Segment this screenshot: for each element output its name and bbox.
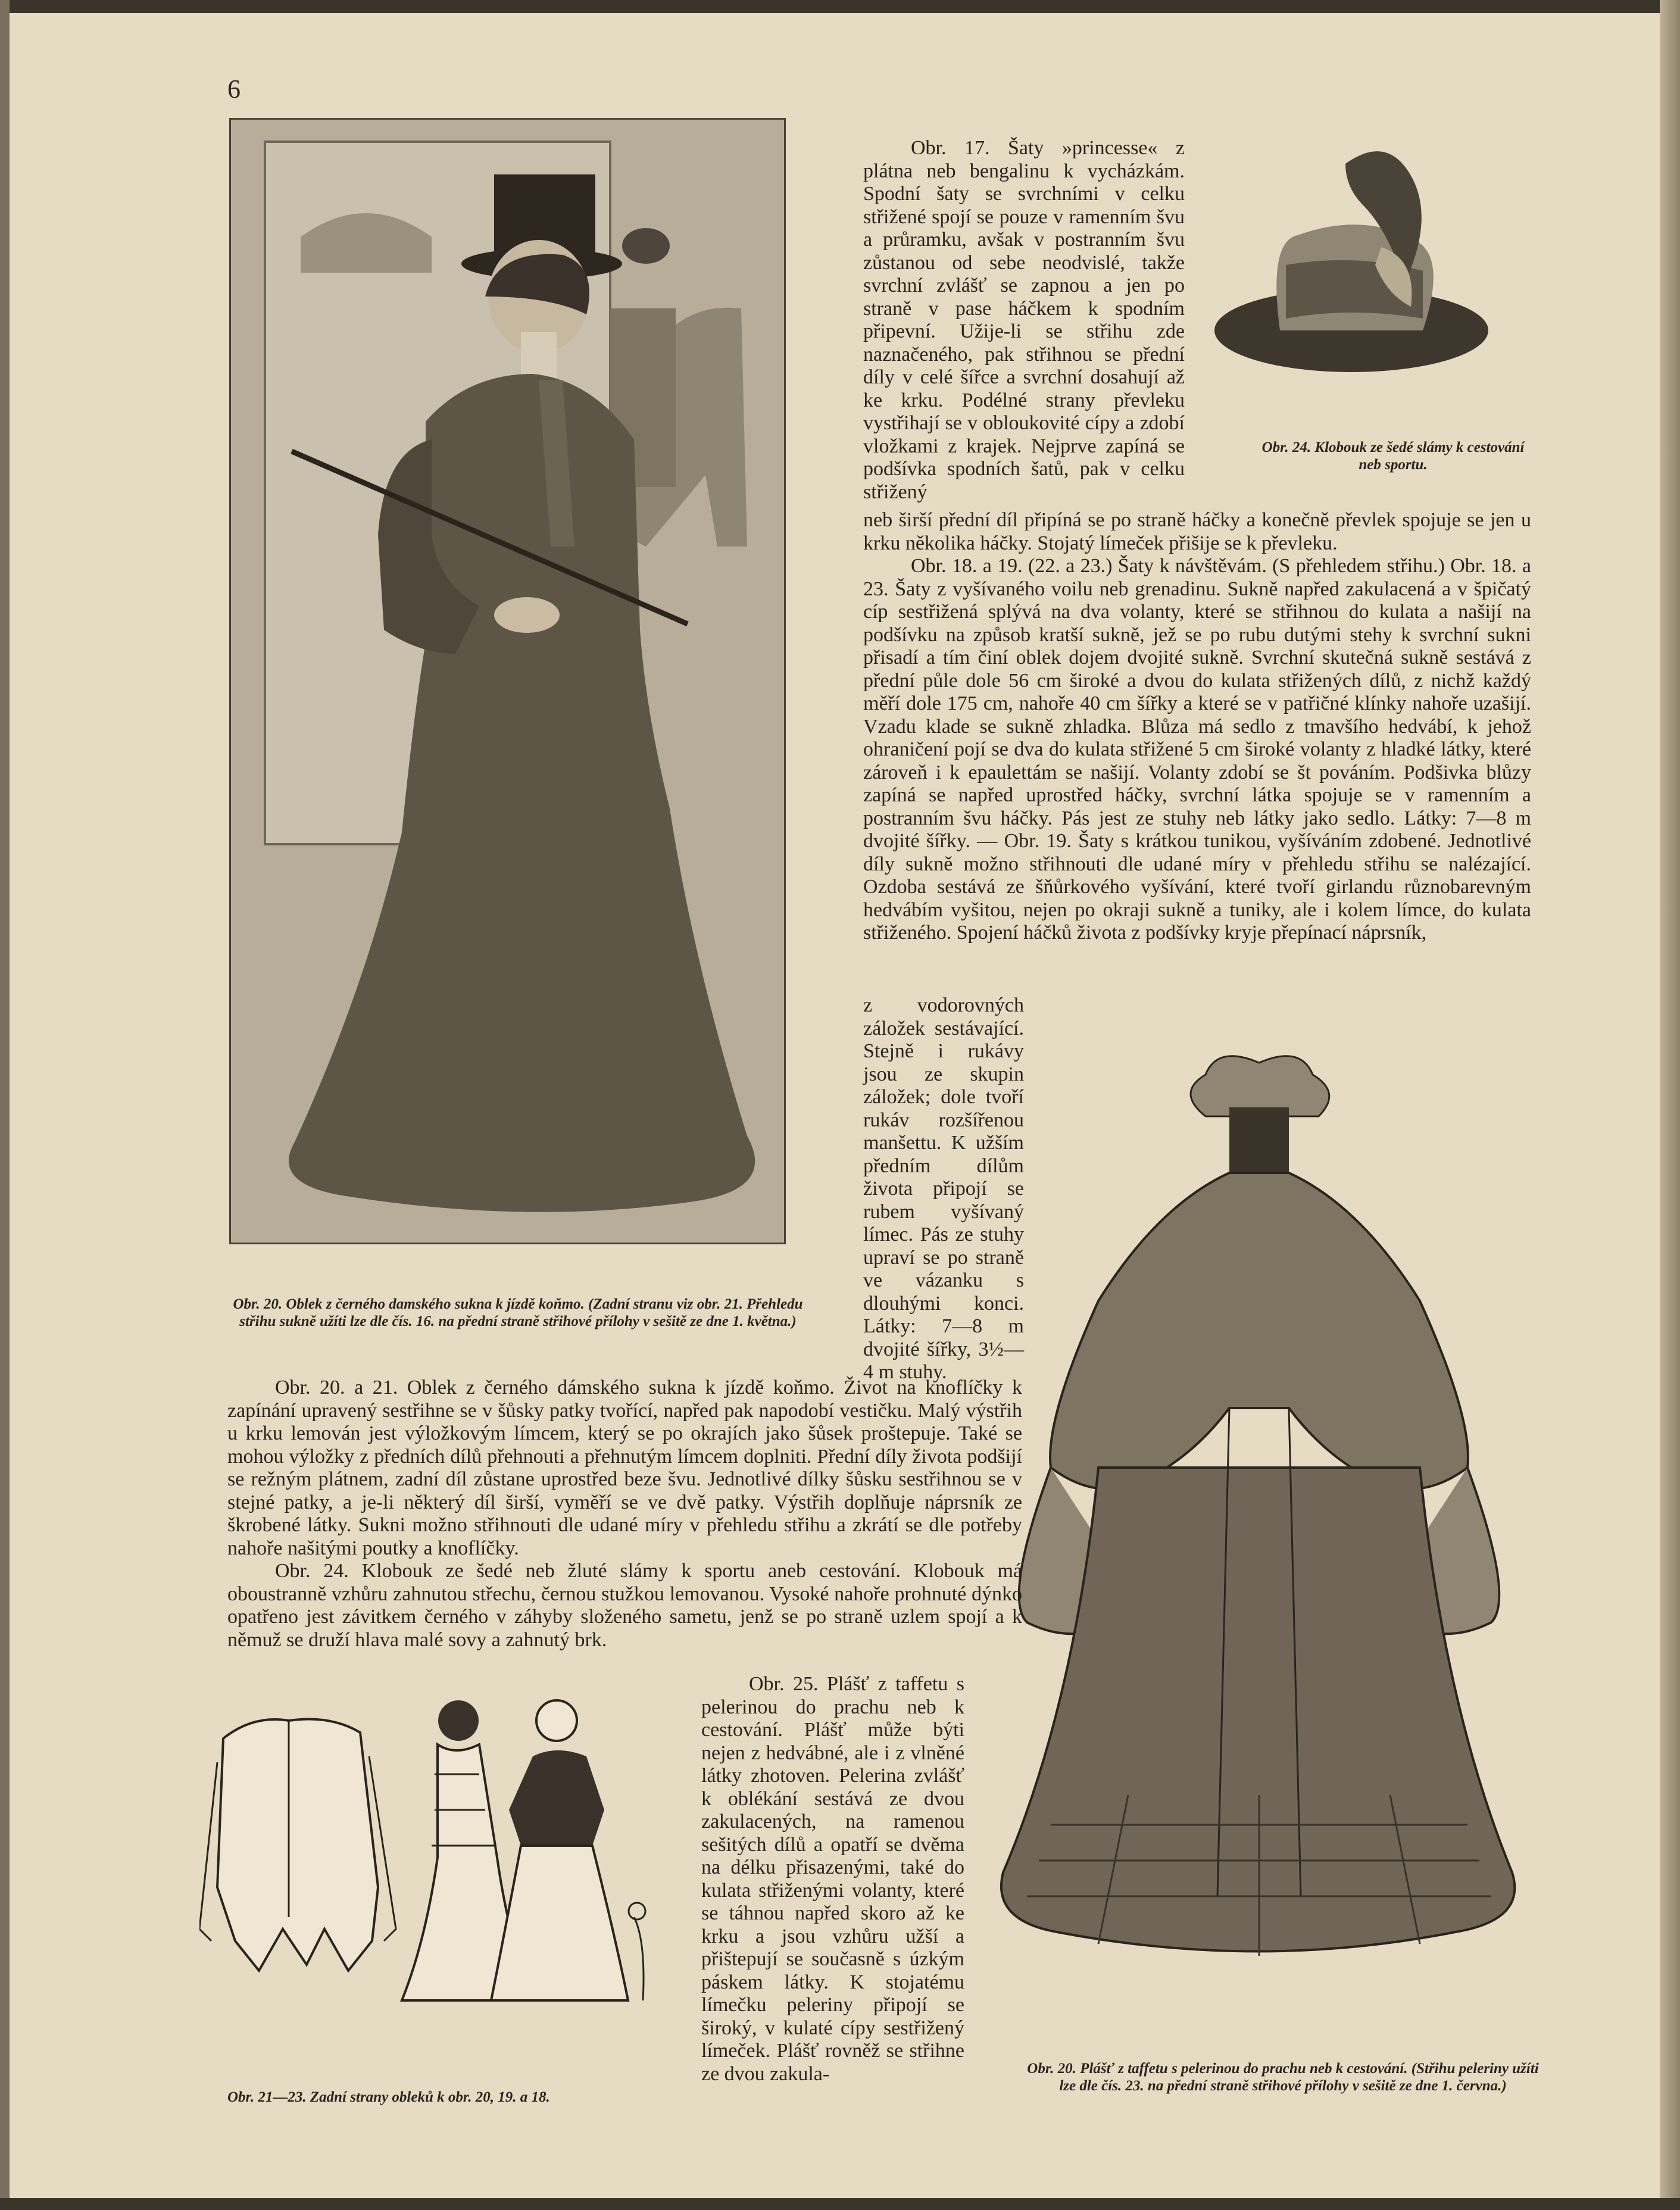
text-fig20-21-24: Obr. 20. a 21. Oblek z černého dámského sukna k jízdě koňmo. Život na knoflíčky k zapínání upravený sestřihne se v šůsky patky tvořící, napřed pak napodobí vestičku. Malý výstřih u krku lemován jest výložkovým límcem, který se po okrajích jako šůsek proštepuje. Také se mohou výložky z předních dílů přehnouti a přehnutým límcem doplniti. Přední díly života podšijí se režným plátnem, zadní díl zůstane uprostřed beze švu. Jednotlivé dílky šůsku sestřihnou se v stejné patky, a je-li některý díl širší, vyměří se ve dvě patky. Výstřih doplňuje náprsník ze škrobené látky. Sukni možno střihnouti dle udané míry v přehledu střihu a zkrátí se dle potřeby nahoře našitými poutky a knoflíčky. Obr. 24. Klobouk ze šedé neb žluté slámy k sportu aneb cestování. Klobouk má oboustranně vzhůru zahnutou střechu, černou stužkou lemovanou. Vysoké nahoře prohnuté dýnko opatřeno jest závitkem černého v záhyby složeného sametu, jenž se po straně uzlem spojí a k němuž se druží hlava malé sovy a zahnutý brk. (227, 1376, 1022, 1651)
text-fig17-18-19-wide: neb širší přední díl připíná se po straně háčky a konečně převlek spojuje se jen u krku několika háčky. Stojatý límeček přišije se k převleku. Obr. 18. a 19. (22. a 23.) Šaty k návštěvám. (S přehledem střihu.) Obr. 18. a 23. Šaty z vyšívaného voilu neb grenadinu. Sukně napřed zakulacená a v špičatý cíp sestřižená splývá na dva volanty, které se střihnou do kulata a našijí na podšívku na způsob kratší sukně, jež se po rubu dutými stehy k svrchní sukni přisadí a tím činí oblek dojem dvojité sukně. Svrchní skutečná sukně sestává z přední půle dole 56 cm široké a dvou do kulata střižených dílů, z nichž každý měří dole 175 cm, nahoře 40 cm šířky a které se v patřičné klínky nahoře uzašijí. Vzadu klade se sukně zhladka. Blůza má sedlo z tmavšího hedvábí, k jehož ohraničení pojí se dva do kulata střižené 5 cm široké volanty z hladké látky, které zároveň i k epaulettám se našijí. Volanty zdobí se št pováním. Podšivka blůzy zapíná se napřed uprostřed háčky, svrchní látka spojuje se v ramenním a postranním švu háčky. Pás jest ze stuhy neb látky jako sedlo. Látky: 7—8 m dvojité šířky. — Obr. 19. Šaty s krátkou tunikou, vyšíváním zdobené. Jednotlivé díly sukně možno střihnouti dle udané míry v přehledu střihu se nalézající. Ozdoba sestává ze šňůrkového vyšívání, které tvoří girlandu různobarevným hedvábím vyšitou, nejen po okraji sukně a tuniky, ale i kolem límce, do kulata střiženého. Spojení háčků života z podšívky kryje přepínací náprsník, (863, 509, 1531, 944)
fig24-hat-illustration (1209, 140, 1497, 381)
scan-edge-right (1660, 0, 1680, 2210)
scan-edge-top (0, 0, 1680, 13)
fig25-coat-illustration (979, 1051, 1536, 1971)
text-fig19-narrow-column: z vodorovných záložek sestávající. Stejně i rukávy jsou ze skupin záložek; dole tvoří rukáv rozšířenou manšettu. K užším předním dílům života připojí se rubem vyšívaný límec. Pás ze stuhy upraví se po straně ve vázanku s dlouhými konci. Látky: 7—8 m dvojité šířky, 3½—4 m stuhy. (863, 994, 1024, 1383)
fig24-caption: Obr. 24. Klobouk ze šedé slámy k cestování neb sportu. (1261, 439, 1525, 473)
fig20-caption: Obr. 20. Oblek z černého damského sukna k jízdě koňmo. (Zadní stranu viz obr. 21. Přehledu střihu sukně užíti lze dle čís. 16. na přední straně střihové přílohy v sešitě ze dne 1. května.) (233, 1296, 803, 1329)
text-fig25: Obr. 25. Plášť z taffetu s pelerinou do prachu neb k cestování. Plášť může býti nejen z hedvábné, ale i z vlněné látky zhotoven. Pelerina zvlášť k oblékání sestává ze dvou zakulacených, na ramenou sešitých dílů a opatří se dvěma na délku přisazenými, také do kulata střiženými volanty, které se táhnou napřed skoro až ke krku a jsou vzhůru užší a přištepují se současně s úzkým páskem látky. K stojatému límečku peleriny připojí se široký, v kulaté cípy sestřižený límeček. Plášť rovněž se střihne ze dvou zakula- (701, 1673, 964, 2085)
page-number: 6 (227, 74, 241, 104)
fig20-riding-habit-illustration (229, 118, 786, 1244)
scan-edge-bottom (0, 2198, 1680, 2210)
text-fig17-narrow: Obr. 17. Šaty »princesse« z plátna neb bengalinu k vycházkám. Spodní šaty se svrchními v celku střižené spojí se pouze v ramenním švu a průramku, avšak v postranním švu zůstanou od sebe neodvislé, takže svrchní zvlášť se zapnou a jen po straně v pase háčkem k spodním připevní. Užije-li se střihu zde naznačeného, pak střihnou se přední díly v celé šířce a svrchní dosahují až ke krku. Podélné strany převleku vystřihají se v obloukovité cípy a zdobí vložkami z krajek. Nejprve zapíná se podšívka spodních šatů, pak v celku střižený (863, 137, 1185, 503)
scan-edge-left (0, 0, 10, 2210)
fig21-23-back-views-illustration (199, 1691, 664, 2012)
fig21-23-caption: Obr. 21—23. Zadní strany obleků k obr. 20, 19. a 18. (227, 2089, 550, 2105)
fig25-caption: Obr. 20. Plášť z taffetu s pelerinou do prachu neb k cestování. (Střihu peleriny užíti lze dle čís. 23. na přední straně střihové přílohy v sešitě ze dne 1. června.) (1027, 2061, 1539, 2094)
